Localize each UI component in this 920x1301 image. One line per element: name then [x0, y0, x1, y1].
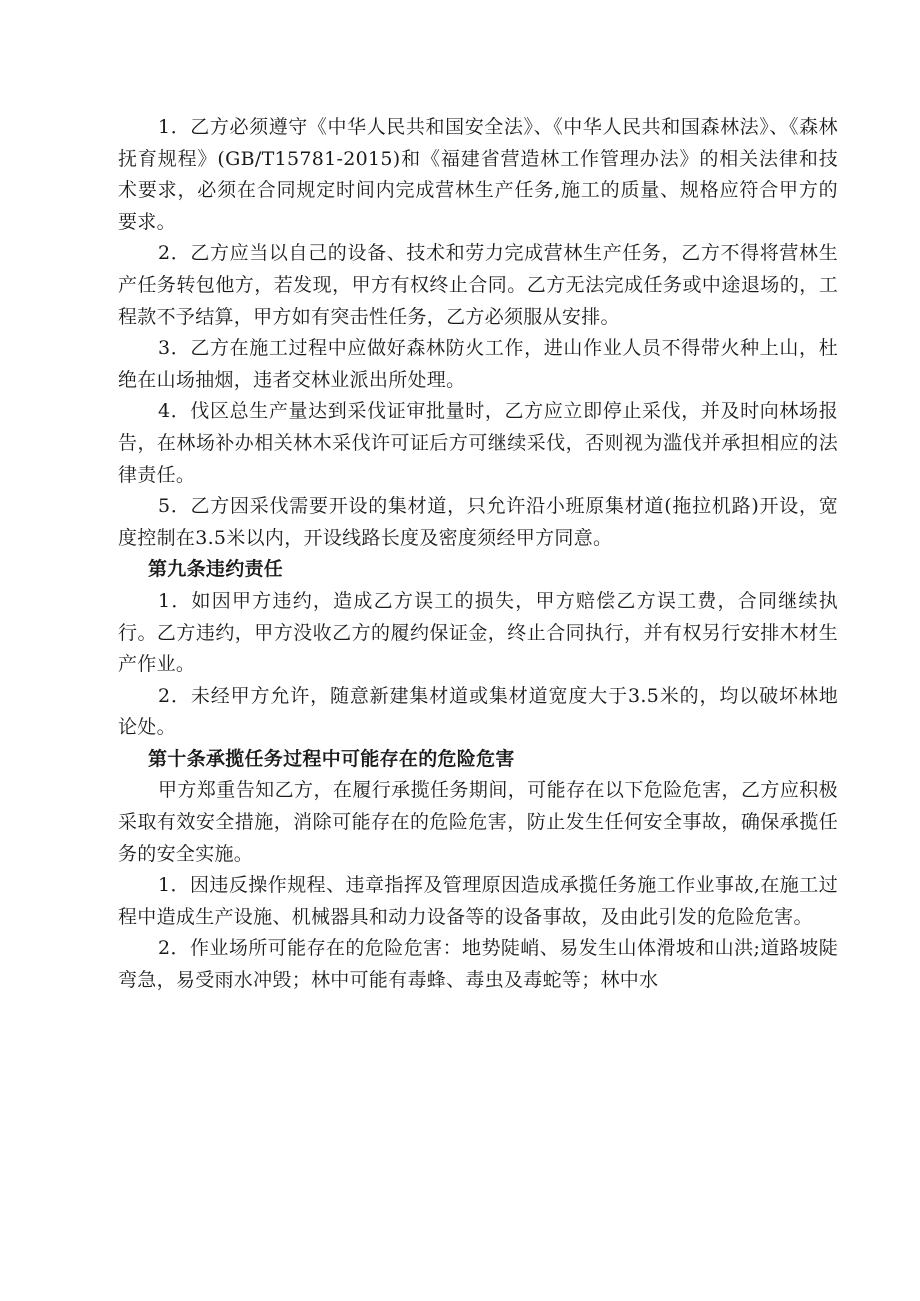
- clause-8-item-4: 4．伐区总生产量达到采伐证审批量时，乙方应立即停止采伐，并及时向林场报告，在林场补办相关林木采伐许可证后方可继续采伐，否则视为滥伐并承担相应的法律责任。: [118, 400, 838, 486]
- section-heading-clause-10: 第十条承揽任务过程中可能存在的危险危害: [148, 747, 515, 770]
- clause-8-item-2: 2．乙方应当以自己的设备、技术和劳力完成营林生产任务，乙方不得将营林生产任务转包他方，若发现，甲方有权终止合同。乙方无法完成任务或中途退场的，工程款不予结算，甲方如有突击性任务，乙方必须服从安排。: [118, 242, 838, 328]
- clause-8-item-5: 5．乙方因采伐需要开设的集材道，只允许沿小班原集材道(拖拉机路)开设，宽度控制在3.5米以内，开设线路长度及密度须经甲方同意。: [118, 495, 838, 549]
- clause-10-item-2: 2．作业场所可能存在的危险危害：地势陡峭、易发生山体滑坡和山洪;道路坡陡弯急，易受雨水冲毁；林中可能有毒蜂、毒虫及毒蛇等；林中水: [118, 937, 838, 992]
- clause-10-intro: 甲方郑重告知乙方，在履行承揽任务期间，可能存在以下危险危害，乙方应积极采取有效安全措施，消除可能存在的危险危害，防止发生任何安全事故，确保承揽任务的安全实施。: [118, 779, 838, 865]
- document-page: [118, 112, 838, 997]
- clause-8-item-1: 1．乙方必须遵守《中华人民共和国安全法》、《中华人民共和国森林法》、《森林抚育规程》(GB/T15781-2015)和《福建省营造林工作管理办法》的相关法律和技术要求，必须在合同规定时间内完成营林生产任务,施工的质量、规格应符合甲方的要求。: [118, 116, 838, 233]
- clause-8-item-3: 3．乙方在施工过程中应做好森林防火工作，进山作业人员不得带火种上山，杜绝在山场抽烟，违者交林业派出所处理。: [118, 337, 838, 391]
- clause-9-item-2: 2．未经甲方允许，随意新建集材道或集材道宽度大于3.5米的，均以破坏林地论处。: [118, 684, 838, 739]
- section-heading-clause-9: 第九条违约责任: [148, 558, 284, 581]
- clause-10-item-1: 1．因违反操作规程、违章指挥及管理原因造成承揽任务施工作业事故,在施工过程中造成生产设施、机械器具和动力设备等的设备事故，及由此引发的危险危害。: [118, 874, 838, 928]
- clause-9-item-1: 1．如因甲方违约，造成乙方误工的损失，甲方赔偿乙方误工费，合同继续执行。乙方违约，甲方没收乙方的履约保证金，终止合同执行，并有权另行安排木材生产作业。: [118, 589, 838, 676]
